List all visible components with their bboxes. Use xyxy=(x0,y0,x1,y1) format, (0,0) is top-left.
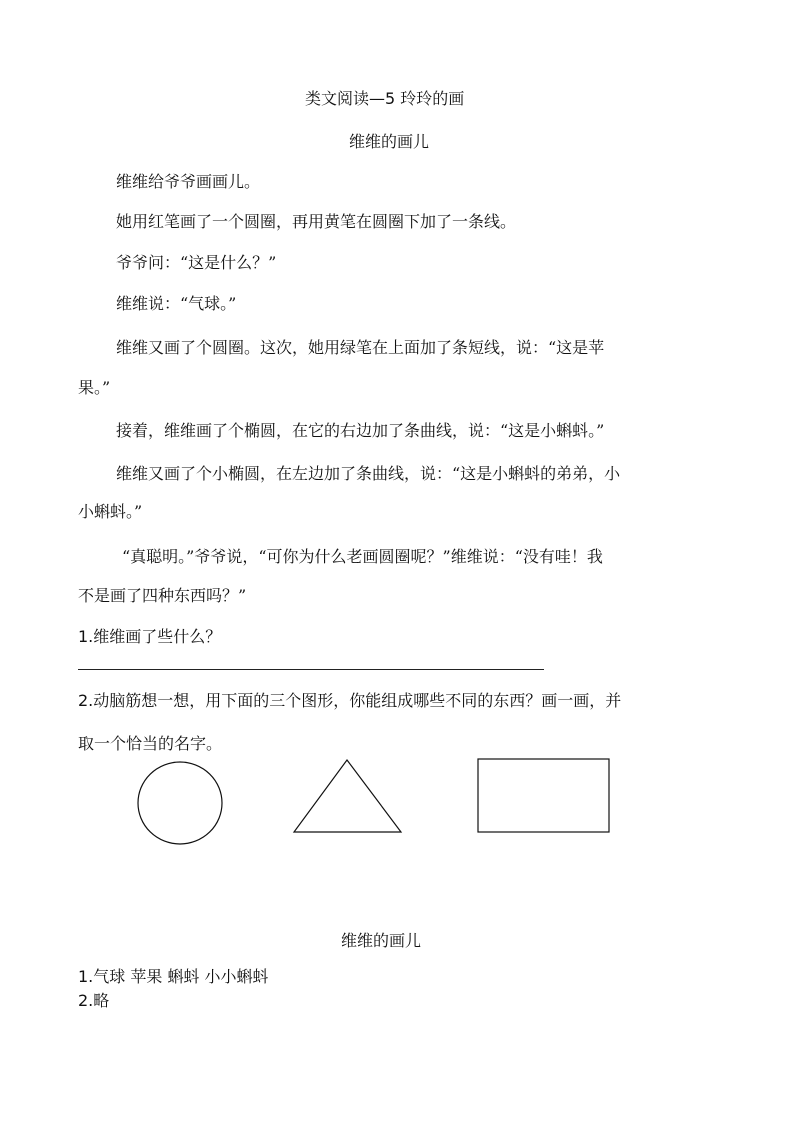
question-2-line-1: 2.动脑筋想一想，用下面的三个图形，你能组成哪些不同的东西？画一画，并 xyxy=(78,691,622,710)
answer-1: 1.气球 苹果 蝌蚪 小小蝌蚪 xyxy=(78,967,269,986)
paragraph-continuation: 果。” xyxy=(78,378,111,397)
answer-2: 2.略 xyxy=(78,991,110,1010)
question-1: 1.维维画了些什么？ xyxy=(78,627,222,646)
answer-section-title: 维维的画儿 xyxy=(341,931,422,950)
triangle-icon xyxy=(292,758,404,834)
paragraph: 维维又画了个小椭圆，在左边加了条曲线，说：“这是小蝌蚪的弟弟，小 xyxy=(116,464,621,483)
question-2-line-2: 取一个恰当的名字。 xyxy=(78,734,223,753)
paragraph: 爷爷问：“这是什么？” xyxy=(116,253,277,272)
paragraph: “真聪明。”爷爷说，“可你为什么老画圆圈呢？”维维说：“没有哇！我 xyxy=(122,547,603,566)
paragraph-continuation: 小蝌蚪。” xyxy=(78,502,143,521)
paragraph: 她用红笔画了一个圆圈，再用黄笔在圆圈下加了一条线。 xyxy=(116,212,517,231)
paragraph: 维维说：“气球。” xyxy=(116,294,237,313)
answer-blank-line xyxy=(78,669,544,670)
paragraph: 维维又画了个圆圈。这次，她用绿笔在上面加了条短线，说：“这是苹 xyxy=(116,338,605,357)
paragraph: 维维给爷爷画画儿。 xyxy=(116,172,261,191)
paragraph-continuation: 不是画了四种东西吗？” xyxy=(78,586,247,605)
circle-icon xyxy=(136,760,226,846)
main-title: 类文阅读—5 玲玲的画 xyxy=(305,89,465,108)
rectangle-icon xyxy=(477,758,611,834)
paragraph: 接着，维维画了个椭圆，在它的右边加了条曲线，说：“这是小蝌蚪。” xyxy=(116,421,605,440)
story-title: 维维的画儿 xyxy=(349,132,430,151)
